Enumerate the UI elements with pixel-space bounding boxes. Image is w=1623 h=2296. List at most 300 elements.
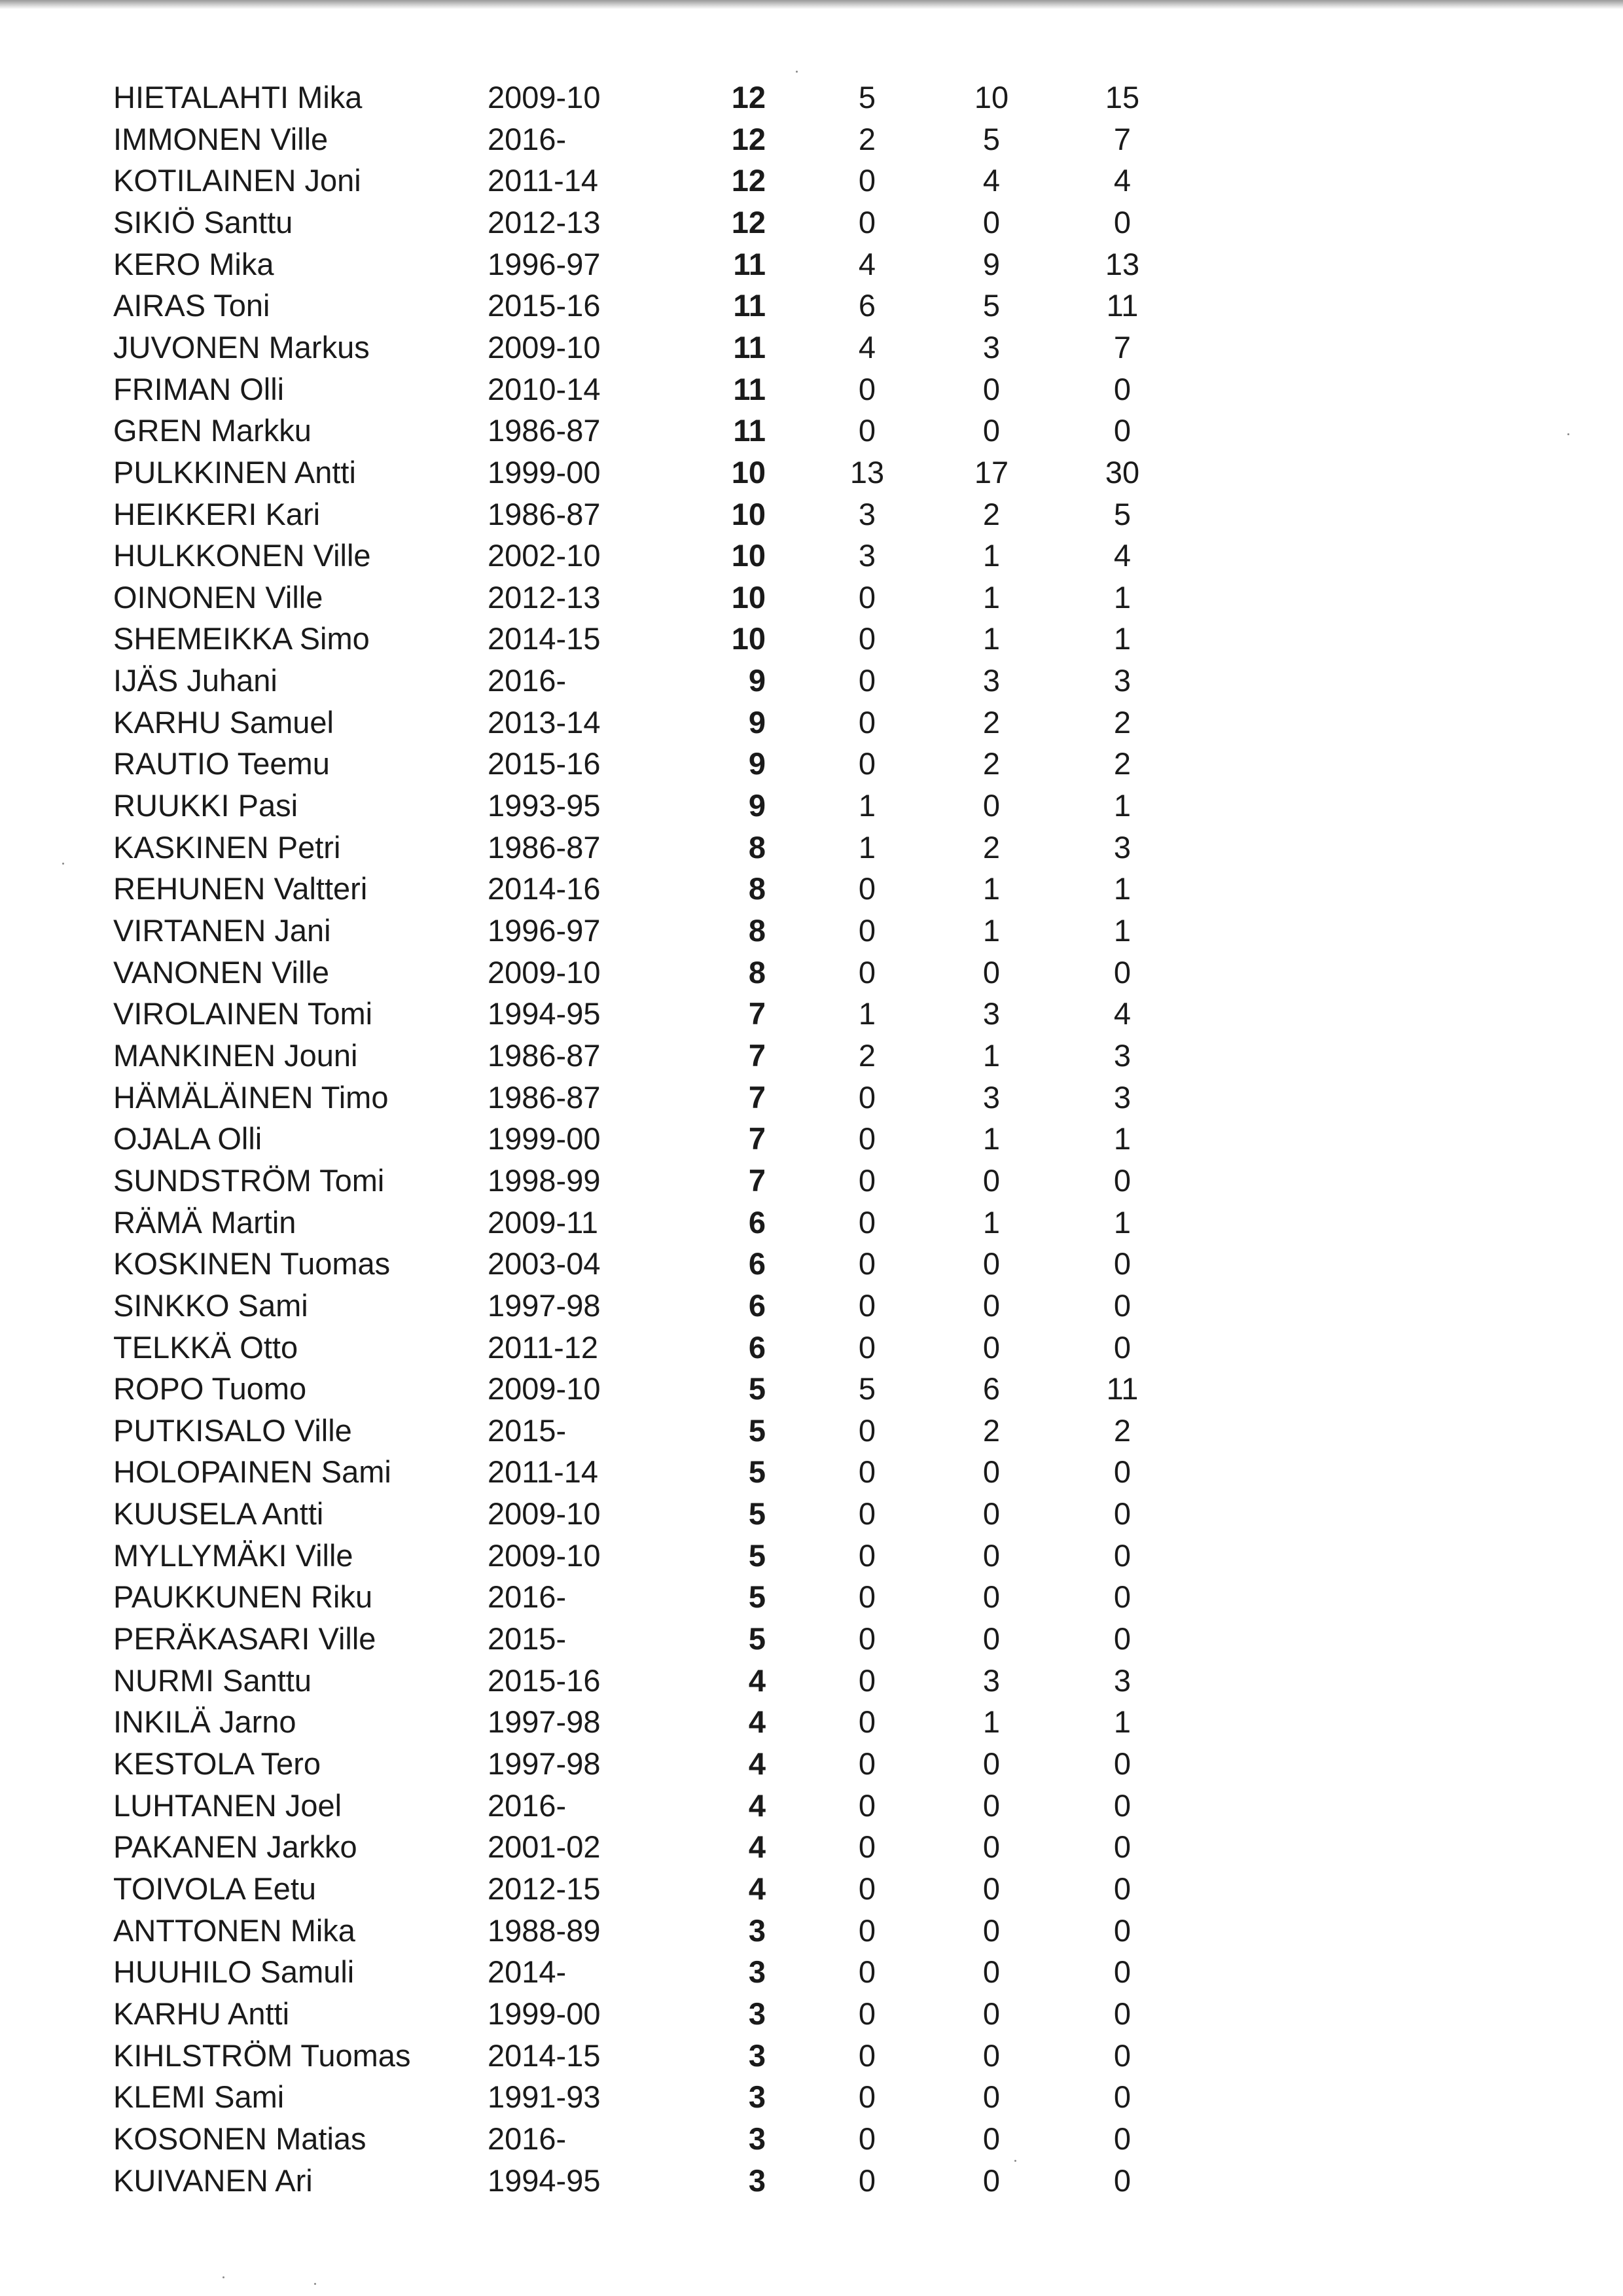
player-name: PAUKKUNEN Riku <box>113 1579 373 1614</box>
table-row <box>0 1826 1623 1867</box>
table-row <box>0 1451 1623 1492</box>
season-span: 2009-10 <box>488 330 601 365</box>
assists-value: 0 <box>982 1163 1001 1198</box>
player-name: HUUHILO Samuli <box>113 1954 355 1989</box>
player-name: KOTILAINEN Joni <box>113 163 361 198</box>
season-span: 1993-95 <box>488 788 601 823</box>
goals-value: 0 <box>858 705 876 740</box>
games-value: 10 <box>731 538 766 573</box>
table-row <box>0 1868 1623 1909</box>
table-row <box>0 1077 1623 1118</box>
season-span: 2012-13 <box>488 205 601 240</box>
goals-value: 0 <box>858 2079 876 2114</box>
season-span: 2015-16 <box>488 288 601 323</box>
assists-value: 2 <box>982 705 1001 740</box>
games-value: 12 <box>731 80 766 115</box>
season-span: 1999-00 <box>488 1121 601 1156</box>
season-span: 2003-04 <box>488 1246 601 1281</box>
games-value: 8 <box>748 955 766 990</box>
season-span: 2009-10 <box>488 80 601 115</box>
table-row <box>0 2160 1623 2201</box>
table-row <box>0 368 1623 410</box>
points-value: 2 <box>1113 705 1132 740</box>
goals-value: 1 <box>858 996 876 1031</box>
season-span: 1986-87 <box>488 1038 601 1073</box>
table-row <box>0 202 1623 243</box>
games-value: 6 <box>748 1246 766 1281</box>
goals-value: 0 <box>858 372 876 406</box>
goals-value: 0 <box>858 1413 876 1448</box>
season-span: 2012-13 <box>488 580 601 615</box>
table-row <box>0 77 1623 118</box>
games-value: 12 <box>731 163 766 198</box>
points-value: 30 <box>1105 455 1140 490</box>
points-value: 1 <box>1113 788 1132 823</box>
goals-value: 0 <box>858 621 876 656</box>
points-value: 0 <box>1113 1621 1132 1656</box>
player-name: HOLOPAINEN Sami <box>113 1454 391 1489</box>
points-value: 2 <box>1113 746 1132 781</box>
goals-value: 0 <box>858 746 876 781</box>
season-span: 1996-97 <box>488 247 601 281</box>
assists-value: 5 <box>982 122 1001 156</box>
player-name: HÄMÄLÄINEN Timo <box>113 1080 389 1115</box>
goals-value: 5 <box>858 80 876 115</box>
season-span: 2014-15 <box>488 2038 601 2073</box>
assists-value: 0 <box>982 372 1001 406</box>
table-row <box>0 1160 1623 1201</box>
points-value: 5 <box>1113 497 1132 531</box>
table-row <box>0 1493 1623 1534</box>
assists-value: 0 <box>982 955 1001 990</box>
assists-value: 0 <box>982 2079 1001 2114</box>
goals-value: 0 <box>858 1621 876 1656</box>
goals-value: 0 <box>858 913 876 948</box>
games-value: 4 <box>748 1788 766 1823</box>
table-row <box>0 2118 1623 2159</box>
season-span: 1986-87 <box>488 413 601 448</box>
games-value: 5 <box>748 1454 766 1489</box>
season-span: 1986-87 <box>488 830 601 865</box>
games-value: 8 <box>748 830 766 865</box>
points-value: 0 <box>1113 955 1132 990</box>
season-span: 2016- <box>488 122 567 156</box>
assists-value: 0 <box>982 1829 1001 1864</box>
goals-value: 0 <box>858 1330 876 1365</box>
goals-value: 0 <box>858 1871 876 1906</box>
assists-value: 1 <box>982 871 1001 906</box>
assists-value: 0 <box>982 1913 1001 1948</box>
season-span: 1994-95 <box>488 2163 601 2198</box>
table-row <box>0 660 1623 701</box>
table-row <box>0 1951 1623 1992</box>
goals-value: 0 <box>858 413 876 448</box>
scan-speck <box>1014 2160 1016 2162</box>
games-value: 3 <box>748 1954 766 1989</box>
season-span: 2013-14 <box>488 705 601 740</box>
season-span: 1999-00 <box>488 1996 601 2031</box>
assists-value: 0 <box>982 2038 1001 2073</box>
points-value: 0 <box>1113 1746 1132 1781</box>
table-row <box>0 1118 1623 1159</box>
points-value: 1 <box>1113 913 1132 948</box>
season-span: 2016- <box>488 663 567 698</box>
assists-value: 5 <box>982 288 1001 323</box>
points-value: 0 <box>1113 2121 1132 2156</box>
player-name: VIRTANEN Jani <box>113 913 331 948</box>
goals-value: 0 <box>858 163 876 198</box>
season-span: 2011-12 <box>488 1330 598 1365</box>
player-name: PULKKINEN Antti <box>113 455 356 490</box>
assists-value: 0 <box>982 1330 1001 1365</box>
points-value: 0 <box>1113 2079 1132 2114</box>
player-name: KESTOLA Tero <box>113 1746 321 1781</box>
player-name: MYLLYMÄKI Ville <box>113 1538 353 1573</box>
assists-value: 0 <box>982 1746 1001 1781</box>
games-value: 5 <box>748 1413 766 1448</box>
goals-value: 2 <box>858 122 876 156</box>
points-value: 0 <box>1113 1871 1132 1906</box>
goals-value: 4 <box>858 247 876 281</box>
assists-value: 3 <box>982 330 1001 365</box>
goals-value: 0 <box>858 1579 876 1614</box>
season-span: 2014- <box>488 1954 567 1989</box>
goals-value: 0 <box>858 1954 876 1989</box>
games-value: 3 <box>748 1913 766 1948</box>
assists-value: 3 <box>982 663 1001 698</box>
assists-value: 1 <box>982 1038 1001 1073</box>
player-name: KIHLSTRÖM Tuomas <box>113 2038 411 2073</box>
player-name: TOIVOLA Eetu <box>113 1871 317 1906</box>
assists-value: 0 <box>982 413 1001 448</box>
table-row <box>0 243 1623 285</box>
player-name: KLEMI Sami <box>113 2079 285 2114</box>
assists-value: 0 <box>982 2163 1001 2198</box>
games-value: 7 <box>748 1163 766 1198</box>
table-row <box>0 160 1623 201</box>
assists-value: 0 <box>982 1288 1001 1323</box>
points-value: 15 <box>1105 80 1140 115</box>
season-span: 2002-10 <box>488 538 601 573</box>
goals-value: 3 <box>858 538 876 573</box>
table-row <box>0 618 1623 659</box>
table-row <box>0 493 1623 535</box>
points-value: 0 <box>1113 1829 1132 1864</box>
player-name: HEIKKERI Kari <box>113 497 321 531</box>
games-value: 7 <box>748 996 766 1031</box>
assists-value: 0 <box>982 1996 1001 2031</box>
player-name: IMMONEN Ville <box>113 122 329 156</box>
points-value: 7 <box>1113 330 1132 365</box>
goals-value: 0 <box>858 1746 876 1781</box>
goals-value: 0 <box>858 1121 876 1156</box>
games-value: 11 <box>733 413 766 448</box>
table-row <box>0 1368 1623 1409</box>
table-row <box>0 1660 1623 1701</box>
player-name: HULKKONEN Ville <box>113 538 371 573</box>
points-value: 3 <box>1113 1663 1132 1698</box>
goals-value: 0 <box>858 1913 876 1948</box>
season-span: 1997-98 <box>488 1704 601 1739</box>
games-value: 12 <box>731 122 766 156</box>
goals-value: 0 <box>858 955 876 990</box>
goals-value: 0 <box>858 1663 876 1698</box>
points-value: 0 <box>1113 1246 1132 1281</box>
assists-value: 1 <box>982 913 1001 948</box>
player-name: GREN Markku <box>113 413 312 448</box>
games-value: 11 <box>733 372 766 406</box>
games-value: 12 <box>731 205 766 240</box>
games-value: 6 <box>748 1205 766 1240</box>
points-value: 4 <box>1113 538 1132 573</box>
goals-value: 0 <box>858 1496 876 1531</box>
games-value: 11 <box>733 288 766 323</box>
games-value: 10 <box>731 497 766 531</box>
season-span: 1996-97 <box>488 913 601 948</box>
table-row <box>0 785 1623 826</box>
games-value: 3 <box>748 2163 766 2198</box>
goals-value: 4 <box>858 330 876 365</box>
scan-speck <box>62 863 64 865</box>
points-value: 13 <box>1105 247 1140 281</box>
table-row <box>0 1535 1623 1576</box>
table-row <box>0 1910 1623 1951</box>
table-row <box>0 952 1623 993</box>
assists-value: 1 <box>982 538 1001 573</box>
table-row <box>0 910 1623 951</box>
player-name: KUIVANEN Ari <box>113 2163 313 2198</box>
player-name: PAKANEN Jarkko <box>113 1829 357 1864</box>
season-span: 1994-95 <box>488 996 601 1031</box>
assists-value: 1 <box>982 1121 1001 1156</box>
assists-value: 3 <box>982 996 1001 1031</box>
table-row <box>0 327 1623 368</box>
scan-speck <box>1567 433 1569 435</box>
season-span: 1986-87 <box>488 1080 601 1115</box>
table-row <box>0 2035 1623 2076</box>
goals-value: 0 <box>858 663 876 698</box>
goals-value: 1 <box>858 830 876 865</box>
table-row <box>0 702 1623 743</box>
season-span: 2011-14 <box>488 163 598 198</box>
games-value: 5 <box>748 1371 766 1406</box>
assists-value: 1 <box>982 621 1001 656</box>
goals-value: 2 <box>858 1038 876 1073</box>
player-name: JUVONEN Markus <box>113 330 370 365</box>
points-value: 2 <box>1113 1413 1132 1448</box>
goals-value: 0 <box>858 2163 876 2198</box>
season-span: 2009-10 <box>488 955 601 990</box>
points-value: 0 <box>1113 1954 1132 1989</box>
player-name: KARHU Antti <box>113 1996 290 2031</box>
table-row <box>0 1576 1623 1617</box>
season-span: 2009-10 <box>488 1538 601 1573</box>
points-value: 0 <box>1113 205 1132 240</box>
games-value: 9 <box>748 705 766 740</box>
player-name: OINONEN Ville <box>113 580 323 615</box>
points-value: 0 <box>1113 1454 1132 1489</box>
assists-value: 0 <box>982 1954 1001 1989</box>
player-name: REHUNEN Valtteri <box>113 871 368 906</box>
games-value: 3 <box>748 2079 766 2114</box>
goals-value: 0 <box>858 205 876 240</box>
games-value: 10 <box>731 621 766 656</box>
goals-value: 0 <box>858 1829 876 1864</box>
assists-value: 0 <box>982 205 1001 240</box>
player-name: SIKIÖ Santtu <box>113 205 293 240</box>
assists-value: 0 <box>982 1496 1001 1531</box>
assists-value: 3 <box>982 1663 1001 1698</box>
table-row <box>0 452 1623 493</box>
assists-value: 17 <box>974 455 1009 490</box>
assists-value: 0 <box>982 1538 1001 1573</box>
player-name: FRIMAN Olli <box>113 372 285 406</box>
points-value: 3 <box>1113 1038 1132 1073</box>
table-row <box>0 1993 1623 2034</box>
season-span: 2015-16 <box>488 1663 601 1698</box>
games-value: 9 <box>748 746 766 781</box>
games-value: 4 <box>748 1871 766 1906</box>
goals-value: 0 <box>858 1788 876 1823</box>
season-span: 1997-98 <box>488 1746 601 1781</box>
points-value: 0 <box>1113 1913 1132 1948</box>
player-name: PUTKISALO Ville <box>113 1413 352 1448</box>
player-name: VIROLAINEN Tomi <box>113 996 373 1031</box>
player-name: MANKINEN Jouni <box>113 1038 358 1073</box>
points-value: 0 <box>1113 2038 1132 2073</box>
player-name: KARHU Samuel <box>113 705 334 740</box>
table-row <box>0 1410 1623 1451</box>
games-value: 4 <box>748 1704 766 1739</box>
table-row <box>0 1701 1623 1742</box>
table-row <box>0 410 1623 451</box>
assists-value: 4 <box>982 163 1001 198</box>
games-value: 9 <box>748 663 766 698</box>
games-value: 3 <box>748 2121 766 2156</box>
player-name: HIETALAHTI Mika <box>113 80 363 115</box>
season-span: 1997-98 <box>488 1288 601 1323</box>
points-value: 3 <box>1113 1080 1132 1115</box>
points-value: 0 <box>1113 1330 1132 1365</box>
points-value: 0 <box>1113 2163 1132 2198</box>
season-span: 2015- <box>488 1621 567 1656</box>
assists-value: 10 <box>974 80 1009 115</box>
player-name: KASKINEN Petri <box>113 830 341 865</box>
season-span: 2015- <box>488 1413 567 1448</box>
assists-value: 0 <box>982 2121 1001 2156</box>
player-name: PERÄKASARI Ville <box>113 1621 376 1656</box>
assists-value: 1 <box>982 1205 1001 1240</box>
games-value: 10 <box>731 455 766 490</box>
games-value: 4 <box>748 1663 766 1698</box>
assists-value: 9 <box>982 247 1001 281</box>
points-value: 1 <box>1113 621 1132 656</box>
goals-value: 0 <box>858 1538 876 1573</box>
points-value: 7 <box>1113 122 1132 156</box>
points-value: 0 <box>1113 413 1132 448</box>
games-value: 3 <box>748 1996 766 2031</box>
table-row <box>0 1785 1623 1826</box>
games-value: 11 <box>733 247 766 281</box>
games-value: 6 <box>748 1288 766 1323</box>
table-row <box>0 577 1623 618</box>
points-value: 1 <box>1113 1205 1132 1240</box>
goals-value: 0 <box>858 2038 876 2073</box>
games-value: 5 <box>748 1621 766 1656</box>
table-row <box>0 118 1623 160</box>
table-row <box>0 827 1623 868</box>
games-value: 7 <box>748 1080 766 1115</box>
table-row <box>0 1743 1623 1784</box>
points-value: 3 <box>1113 663 1132 698</box>
season-span: 2016- <box>488 1579 567 1614</box>
assists-value: 6 <box>982 1371 1001 1406</box>
player-name: OJALA Olli <box>113 1121 262 1156</box>
player-name: SHEMEIKKA Simo <box>113 621 370 656</box>
goals-value: 1 <box>858 788 876 823</box>
games-value: 5 <box>748 1538 766 1573</box>
scan-speck <box>223 2276 224 2278</box>
goals-value: 0 <box>858 1080 876 1115</box>
table-row <box>0 1035 1623 1076</box>
player-name: TELKKÄ Otto <box>113 1330 298 1365</box>
goals-value: 6 <box>858 288 876 323</box>
points-value: 1 <box>1113 1121 1132 1156</box>
season-span: 2001-02 <box>488 1829 601 1864</box>
games-value: 8 <box>748 913 766 948</box>
points-value: 0 <box>1113 1163 1132 1198</box>
games-value: 10 <box>731 580 766 615</box>
player-name: IJÄS Juhani <box>113 663 277 698</box>
goals-value: 0 <box>858 1454 876 1489</box>
season-span: 2015-16 <box>488 746 601 781</box>
table-row <box>0 1243 1623 1284</box>
goals-value: 0 <box>858 1163 876 1198</box>
goals-value: 13 <box>849 455 885 490</box>
table-row <box>0 2076 1623 2117</box>
assists-value: 3 <box>982 1080 1001 1115</box>
player-name: AIRAS Toni <box>113 288 270 323</box>
scan-speck <box>314 2283 316 2285</box>
games-value: 6 <box>748 1330 766 1365</box>
season-span: 1988-89 <box>488 1913 601 1948</box>
player-name: LUHTANEN Joel <box>113 1788 342 1823</box>
games-value: 8 <box>748 871 766 906</box>
season-span: 2010-14 <box>488 372 601 406</box>
table-row <box>0 1327 1623 1368</box>
points-value: 4 <box>1113 996 1132 1031</box>
points-value: 1 <box>1113 580 1132 615</box>
assists-value: 0 <box>982 1246 1001 1281</box>
season-span: 2009-10 <box>488 1371 601 1406</box>
assists-value: 2 <box>982 746 1001 781</box>
assists-value: 0 <box>982 788 1001 823</box>
points-value: 3 <box>1113 830 1132 865</box>
assists-value: 1 <box>982 1704 1001 1739</box>
player-name: KERO Mika <box>113 247 274 281</box>
assists-value: 0 <box>982 1454 1001 1489</box>
assists-value: 2 <box>982 830 1001 865</box>
assists-value: 0 <box>982 1621 1001 1656</box>
assists-value: 0 <box>982 1871 1001 1906</box>
games-value: 3 <box>748 2038 766 2073</box>
scan-speck <box>796 71 798 73</box>
assists-value: 0 <box>982 1788 1001 1823</box>
table-row <box>0 743 1623 784</box>
season-span: 2012-15 <box>488 1871 601 1906</box>
player-name: NURMI Santtu <box>113 1663 312 1698</box>
points-value: 0 <box>1113 1996 1132 2031</box>
